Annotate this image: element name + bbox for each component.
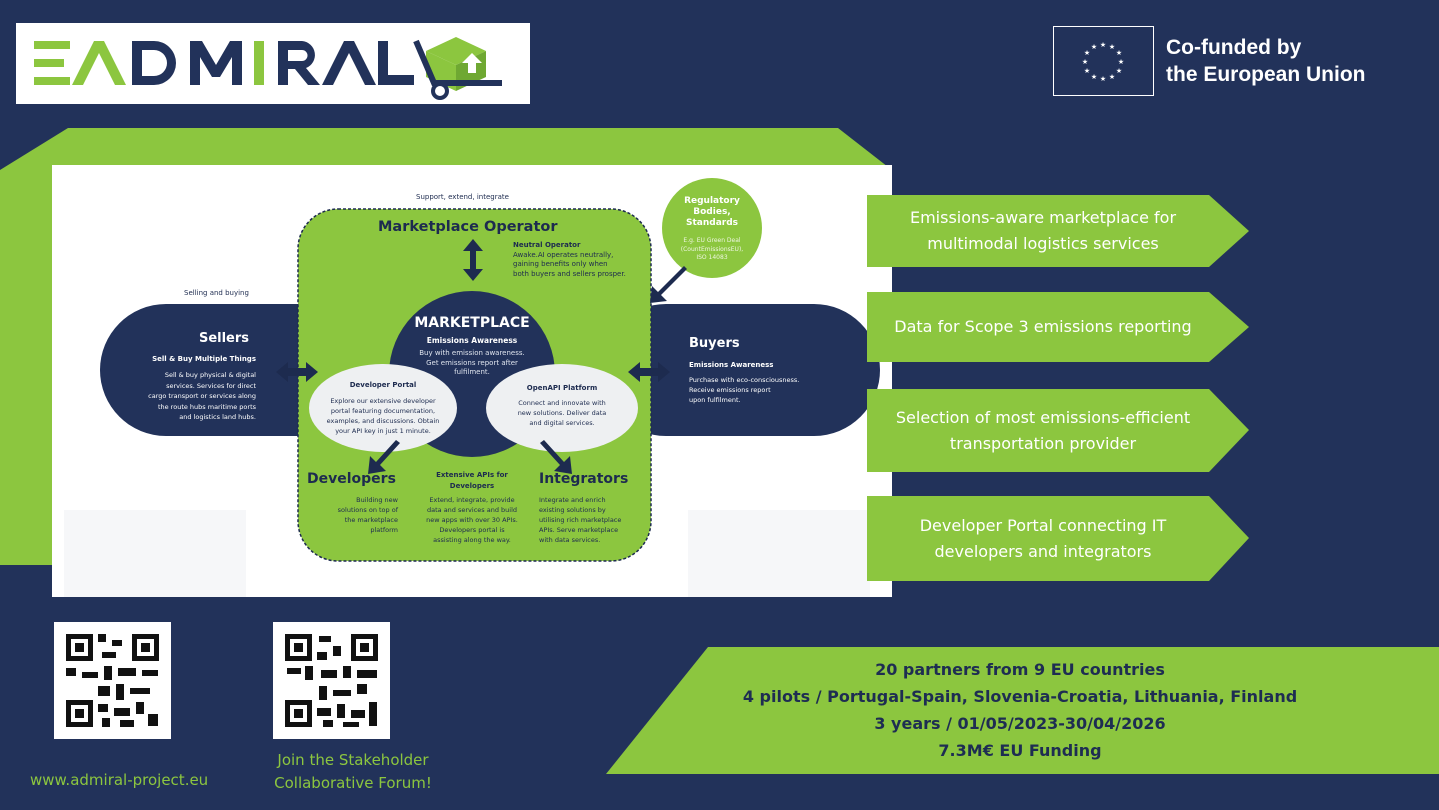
integrators-line: Integrate and enrich — [539, 496, 606, 504]
buyers-subtitle: Emissions Awareness — [689, 361, 774, 369]
operator-line: Awake.AI operates neutrally, — [513, 250, 614, 259]
feature-line: Data for Scope 3 emissions reporting — [894, 317, 1192, 336]
box-trolley-icon — [416, 37, 502, 98]
sellers-title: Sellers — [198, 331, 250, 346]
feature-line: Selection of most emissions-efficient — [895, 407, 1191, 427]
forum-link[interactable] — [258, 749, 448, 795]
developers-line: Building new — [356, 496, 398, 504]
selling-label: Selling and buying — [184, 289, 249, 297]
website-link[interactable]: www.admiral-project.eu — [30, 771, 209, 789]
marketplace-subtitle: Emissions Awareness — [426, 336, 518, 345]
marketplace-line: Buy with emission awareness. — [419, 349, 525, 357]
feature-line: transportation provider — [949, 433, 1137, 453]
marketplace-title: MARKETPLACE — [414, 315, 530, 331]
forum-qr-code[interactable] — [273, 622, 390, 739]
feature-arrow — [867, 496, 1249, 581]
apis-line: new apps with over 30 APIs. — [426, 516, 518, 524]
regulatory-line: (CountEmissionsEU), — [680, 245, 744, 253]
operator-line: gaining benefits only when — [513, 260, 608, 268]
fact-line: 20 partners from 9 EU countries — [875, 660, 1165, 679]
buyers-line: Receive emissions report — [689, 386, 771, 394]
support-label: Support, extend, integrate — [416, 193, 509, 201]
qr-code-icon — [273, 622, 390, 739]
regulatory-title — [662, 196, 762, 229]
eu-flag-icon — [1054, 27, 1152, 94]
sellers-line: and logistics land hubs. — [179, 413, 256, 421]
sellers-line: the route hubs maritime ports — [157, 402, 256, 411]
openapi-text — [482, 398, 642, 428]
apis-line: data and services and build — [426, 506, 518, 514]
developers-line: platform — [370, 526, 398, 534]
eu-cofunded-text — [1166, 34, 1366, 88]
operator-title: Marketplace Operator — [378, 219, 558, 235]
sellers-line: Sell & buy physical & digital — [164, 371, 256, 379]
feature-arrow — [867, 292, 1249, 362]
regulatory-title-1: Regulatory — [684, 196, 740, 206]
svg-text:★: ★ — [1108, 43, 1116, 51]
openapi-line: and digital services. — [529, 419, 595, 427]
feature-arrow — [867, 389, 1249, 472]
sellers-subtitle: Sell & Buy Multiple Things — [152, 355, 256, 363]
buyers-line: Purchase with eco-consciousness. — [689, 376, 800, 384]
marketplace-line: fulfilment. — [454, 368, 490, 376]
integrators-line: existing solutions by — [539, 506, 606, 514]
feature-line: Emissions-aware marketplace for — [909, 208, 1177, 227]
website-qr-code[interactable] — [54, 622, 171, 739]
feature-line: developers and integrators — [934, 541, 1152, 561]
buyers-text — [689, 375, 799, 405]
integrators-text — [539, 495, 649, 545]
buyers-title: Buyers — [689, 336, 740, 351]
regulatory-line: ISO 14083 — [696, 254, 728, 261]
svg-text:★: ★ — [1108, 73, 1116, 81]
regulatory-text — [662, 237, 762, 263]
feature-line: Developer Portal connecting IT — [919, 515, 1167, 535]
openapi-line: Connect and innovate with — [518, 399, 606, 407]
sellers-line: services. Services for direct — [166, 381, 256, 390]
dev-portal-line: portal featuring documentation, — [330, 407, 436, 415]
apis-title-1: Extensive APIs for — [436, 471, 508, 479]
apis-text — [407, 495, 537, 545]
forum-line-2: Collaborative Forum! — [274, 774, 432, 792]
fact-line: 3 years / 01/05/2023-30/04/2026 — [874, 714, 1166, 733]
regulatory-title-3: Standards — [685, 218, 739, 228]
developers-line: the marketplace — [344, 516, 398, 524]
feature-label — [867, 496, 1219, 581]
operator-text — [513, 241, 626, 279]
fact-line: 7.3M€ EU Funding — [938, 741, 1102, 760]
admiral-logo — [16, 23, 530, 104]
sellers-text — [102, 370, 256, 423]
operator-line: both buyers and sellers prosper. — [513, 269, 626, 278]
dev-portal-text — [298, 396, 468, 436]
apis-line: assisting along the way. — [433, 536, 511, 544]
svg-text:★: ★ — [1115, 49, 1123, 57]
sellers-line: cargo transport or services along — [148, 392, 256, 400]
dev-portal-title: Developer Portal — [349, 381, 417, 389]
apis-line: Developers portal is — [439, 526, 505, 534]
svg-text:★: ★ — [1117, 58, 1125, 66]
marketplace-text — [392, 349, 552, 378]
eu-line-2: the European Union — [1166, 63, 1366, 86]
svg-text:★: ★ — [1083, 49, 1091, 57]
apis-title — [412, 470, 532, 492]
integrators-line: with data services. — [539, 536, 601, 544]
marketplace-line: Get emissions report after — [426, 358, 518, 367]
svg-text:★: ★ — [1090, 43, 1098, 51]
qr-code-icon — [54, 622, 171, 739]
feature-label — [867, 389, 1219, 472]
integrators-line: APIs. Serve marketplace — [539, 526, 619, 534]
developers-text — [302, 495, 398, 535]
apis-line: Extend, integrate, provide — [429, 496, 515, 504]
forum-line-1: Join the Stakeholder — [277, 751, 429, 769]
openapi-title: OpenAPI Platform — [526, 384, 598, 392]
buyers-line: upon fulfilment. — [689, 396, 741, 404]
regulatory-title-2: Bodies, — [693, 207, 731, 217]
dev-portal-line: your API key in just 1 minute. — [335, 427, 431, 435]
feature-arrow — [867, 195, 1249, 267]
feature-label — [867, 292, 1219, 362]
dev-portal-line: examples, and discussions. Obtain — [326, 417, 440, 425]
regulatory-line: E.g. EU Green Deal — [683, 237, 741, 244]
apis-title-2: Developers — [449, 482, 495, 490]
integrators-line: utilising rich marketplace — [539, 516, 622, 524]
ecosystem-diagram — [52, 165, 892, 597]
developers-title: Developers — [307, 471, 396, 487]
svg-text:★: ★ — [1081, 58, 1089, 66]
fact-line: 4 pilots / Portugal-Spain, Slovenia-Croatia, Lithuania, Finland — [742, 687, 1298, 706]
operator-subtitle: Neutral Operator — [513, 241, 581, 249]
svg-text:★: ★ — [1099, 41, 1107, 49]
eu-line-1: Co-funded by — [1166, 36, 1302, 59]
feature-label — [867, 195, 1219, 267]
svg-text:★: ★ — [1083, 67, 1091, 75]
eu-flag — [1053, 26, 1154, 96]
developers-line: solutions on top of — [337, 506, 398, 514]
dev-portal-line: Explore our extensive developer — [330, 397, 436, 405]
svg-text:★: ★ — [1090, 73, 1098, 81]
svg-text:★: ★ — [1099, 75, 1107, 83]
project-facts — [700, 656, 1340, 764]
openapi-line: new solutions. Deliver data — [517, 409, 607, 417]
feature-line: multimodal logistics services — [927, 234, 1159, 253]
integrators-title: Integrators — [539, 471, 629, 487]
svg-text:★: ★ — [1115, 67, 1123, 75]
